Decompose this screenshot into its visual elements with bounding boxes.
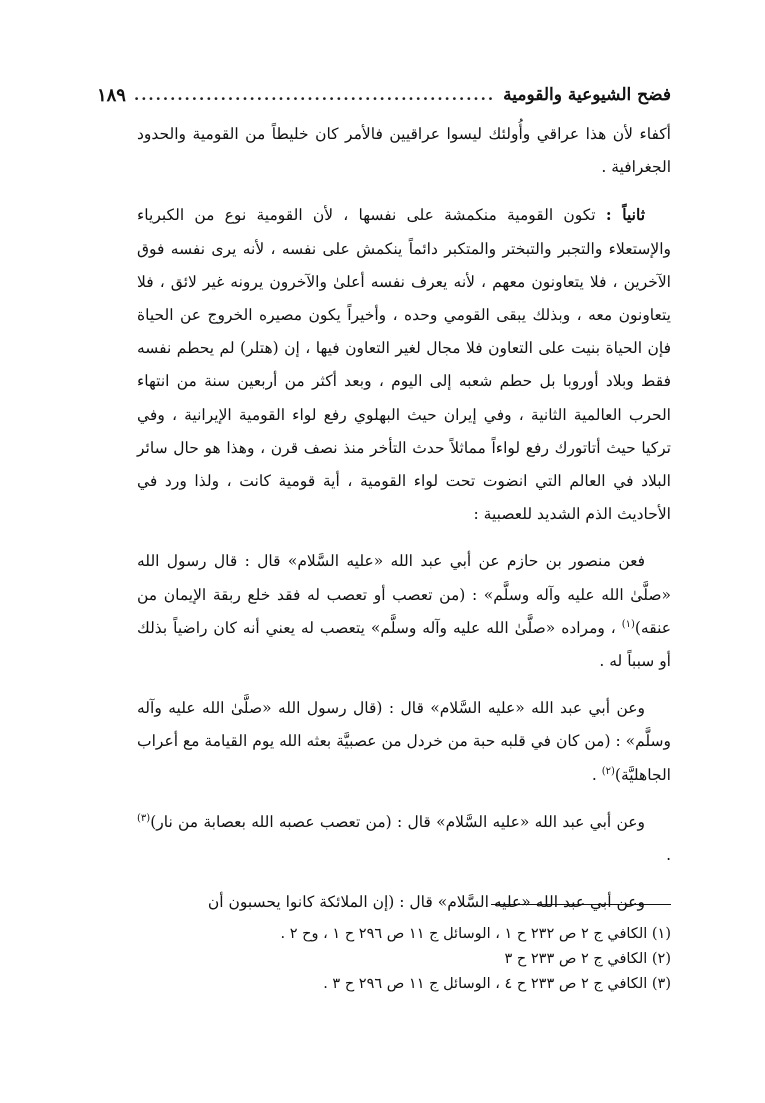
page-number: ١٨٩: [96, 84, 126, 106]
footnote-1: (١) الكافي ج ٢ ص ٢٣٢ ح ١ ، الوسائل ج ١١ ص ٢٩٦ ح ١ ، وح ٢ .: [280, 926, 671, 942]
footnote-divider: [491, 904, 671, 905]
footnote-3: (٣) الكافي ج ٢ ص ٢٣٣ ح ٤ ، الوسائل ج ١١ ص ٢٩٦ ح ٣ .: [323, 976, 671, 992]
leader-dots: ..................................................: [133, 86, 496, 104]
paragraph-hadith-4: وعن أبي عبد الله «عليه السَّلام» قال : (إن الملائكة كانوا يحسبون أن: [207, 893, 645, 912]
footnote-ref-2: (٢): [601, 765, 615, 777]
paragraph-hadith-1: فعن منصور بن حازم عن أبي عبد الله «عليه السَّلام» قال : قال رسول الله «صلَّىٰ الله عليه وآله وسلَّم» : (من تعصب أو تعصب له فقد خلع ربقة الإيمان من عنقه)$^{(١)}$ ، ومراده «صلَّىٰ الله عليه وآله وسلَّم» يتعصب له يعني أنه كان راضياً بذلك أو سبباً له .: [137, 552, 671, 671]
paragraph-hadith-2: وعن أبي عبد الله «عليه السَّلام» قال : (قال رسول الله «صلَّىٰ الله عليه وآله وسلَّم» : (من كان في قلبه حبة من خردل من عصبيَّة بعثه الله يوم القيامة مع أعراب الجاهليَّة)$^{(٢)}$ .: [137, 699, 671, 784]
paragraph-lead: ثانياً :: [605, 205, 646, 225]
paragraph-second-point: ثانياً : تكون القومية منكمشة على نفسها ، لأن القومية نوع من الكبرياء والإستعلاء والتجبر والتبختر والمتكبر دائماً ينكمش على نفسه ، لأنه يرى نفسه فوق الآخرين ، فلا يتعاونون معهم ، لأنه يعرف نفسه أعلىٰ والآخرون يرونه غير لائق ، فلا يتعاونون معه ، وبذلك يبقى القومي وحده ، وأخيراً يكون مصيره الخروج عن الحياة فإن الحياة بنيت على التعاون فلا مجال لغير التعاون فيها ، إن (هتلر) لم يحطم نفسه فقط وبلاد أوروبا بل حطم شعبه إلى اليوم ، وبعد أكثر من أربعين سنة من انتهاء الحرب العالمية الثانية ، وفي إيران حيث البهلوي رفع لواء القومية الإيرانية ، وفي تركيا حيث أتاتورك رفع لواءاً مماثلاً حدث التأخر منذ نصف قرن ، وهذا هو حال سائر البلاد في العالم التي انضوت تحت لواء القومية ، أية قومية كانت ، ولذا ورد في الأحاديث الذم الشديد للعصبية :: [137, 205, 671, 524]
paragraph-hadith-3: وعن أبي عبد الله «عليه السَّلام» قال : (من تعصب عصبه الله بعصابة من نار)$^{(٣)}$ .: [137, 812, 671, 865]
running-title: فضح الشيوعية والقومية: [503, 85, 671, 105]
footnote-ref-3: (٣): [137, 812, 151, 824]
paragraph-continuation: أكفاء لأن هذا عراقي وأُولئك ليسوا عراقيين فالأمر كان خليطاً من القومية والحدود الجغرافية .: [137, 125, 671, 177]
main-text: [137, 118, 671, 919]
footnote-ref-1: (١): [621, 618, 635, 630]
footnote-2: (٢) الكافي ج ٢ ص ٢٣٣ ح ٣: [504, 951, 671, 967]
running-header: [96, 82, 671, 108]
footnotes: [137, 922, 671, 997]
